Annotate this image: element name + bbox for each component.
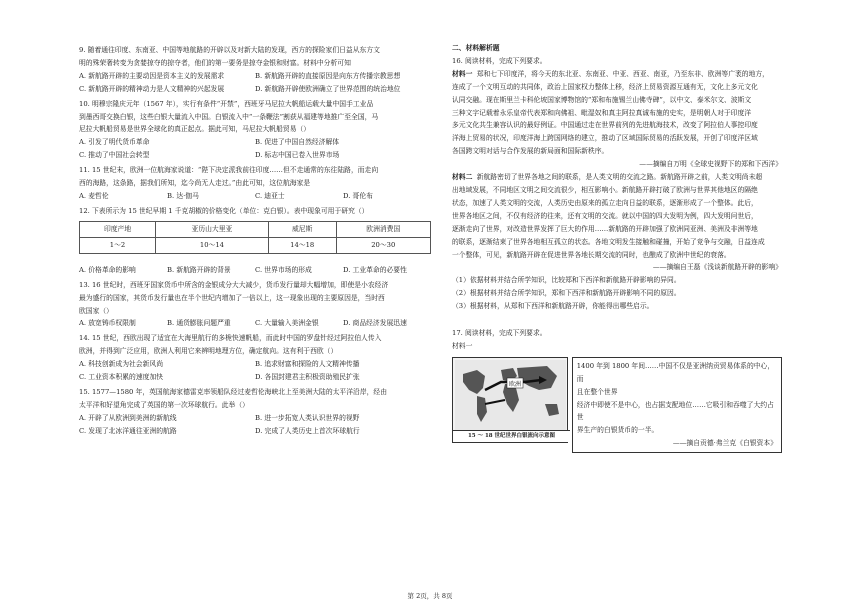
- q17-material-block: [452, 357, 782, 453]
- requirement-2: （2）根据材料并结合所学知识，郑和下西洋和新航路开辟影响不同的原因。: [452, 289, 681, 298]
- q11-option-c[interactable]: C. 迪亚士: [255, 191, 285, 200]
- quote-line: 经济中即使不是中心，也占据支配地位……它吸引和吞噬了大约占世: [576, 400, 774, 422]
- quote-line: 1400 年到 1800 年间……中国不仅是亚洲纳贡贸易体系的中心，而: [576, 361, 775, 383]
- q15-option-c[interactable]: C. 发现了北冰洋通往亚洲的航路: [79, 426, 177, 435]
- question-12: [79, 205, 431, 277]
- price-table: [79, 221, 431, 254]
- section-title: 二、材料解析题: [452, 44, 500, 52]
- q14-option-c[interactable]: C. 工业资本积累的速度加快: [79, 373, 164, 382]
- q13-stem-1: 13. 16 世纪时，西班牙国家货币中所含的金银成分大大减少，货币发行量却大幅增加，即使是小农经济: [79, 280, 389, 289]
- q15-stem-2: 太平洋和好望角完成了英国的第一次环球航行。此举（）: [79, 400, 249, 409]
- q10-option-d[interactable]: D. 标志中国已卷入世界市场: [255, 151, 340, 160]
- right-column: [452, 42, 782, 453]
- material-1-line: 洋海上贸易的状况，印度洋海上跨国网络的建立，推动了区域国际贸易的活跃发展，开创了印度洋区域: [452, 134, 758, 143]
- material-1-label: 材料一: [452, 69, 473, 78]
- q11-stem-2: 西的海路，这条路，据我们所知，迄今尚无人走过。”由此可知，这位航海家是: [79, 179, 311, 188]
- material-2-label: 材料二: [452, 173, 473, 182]
- q11-option-b[interactable]: B. 达·伽马: [167, 191, 199, 200]
- q17-material-1-label: 材料一: [452, 341, 473, 350]
- q9-option-c[interactable]: C. 新航路开辟的精神动力是人文精神的兴起发展: [79, 84, 225, 93]
- requirement-1: （1）依据材料并结合所学知识，比较郑和下西洋和新航路开辟影响的异同。: [452, 276, 681, 285]
- q12-stem: 12. 下表所示为 15 世纪早期 1 千克胡椒的价格变化（单位：克白银）。表中现象可用于研究（）: [79, 206, 369, 215]
- q9-option-b[interactable]: B. 新航路开辟的直接原因是向东方传播宗教思想: [255, 71, 401, 80]
- q10-stem-2: 到墨西哥交换白银，这些白银大量流入中国。白银流入中“一条鞭法”割获从福建等地推广至全国，马: [79, 112, 379, 121]
- page-footer: 第 2页，共 8页: [407, 592, 453, 600]
- question-10: [79, 98, 431, 163]
- quote-line: 界生产的白银货币的一半。: [576, 426, 659, 435]
- question-9: [79, 44, 431, 96]
- q9-option-d[interactable]: D. 新航路开辟使欧洲确立了世界范围的统治地位: [255, 84, 401, 93]
- q11-stem-1: 11. 15 世纪末，欧洲一位航海家说道：“陛下决定派我前往印度……但不走通常的东往陆路，而走向: [79, 166, 379, 175]
- table-header-cell: 印度产地: [80, 221, 156, 237]
- material-2-line: 一个整体，可见，新航路开辟在促进世界各地长期交流的同时，也酿成了欧洲中世纪的衰落。: [452, 250, 731, 259]
- material-1-line: 认同交融。现在斯里兰卡科伦坡国家博物馆的“郑和布施锡兰山佛寺碑”，以中文、泰米尔文、波斯文: [452, 95, 752, 104]
- question-11: [79, 164, 431, 203]
- map-europe-label: 欧洲: [509, 380, 522, 388]
- q9-stem-2: 明的殊荣奢转变为贪婪掠夺的掠夺者，他们的第一要务是掠夺金银和财富。材料中分析可知: [79, 58, 351, 67]
- q10-option-c[interactable]: C. 推动了中国社会转型: [79, 151, 150, 160]
- material-1-line: 多元文化共生兼容认识的最好例证。中国通过走在世界前列的先进航海技术，改变了阿拉伯人事控印度: [452, 121, 758, 130]
- q12-option-a[interactable]: A. 价格革命的影响: [79, 265, 136, 274]
- world-map-graphic: [455, 360, 566, 430]
- material-2-line: 状态，加速了人类文明的交流，人类历史由原来的孤立走向日益的联系，逐渐形成了一个整体。此后，: [452, 198, 758, 207]
- question-13: [79, 279, 431, 331]
- table-cell: 1～2: [80, 237, 156, 253]
- material-1-source: ——摘编自万明《全球史视野下的郑和下西洋》: [639, 160, 782, 169]
- table-header-row: [80, 221, 431, 237]
- material-1-line: 三种文字记载着永乐皇帝代表郑和向佛祖、毗湿奴和真主阿拉真诚布施的史实，是明朝人对于印度洋: [452, 108, 752, 117]
- requirement-3: （3）根据材料，从郑和下西洋和新航路开辟，你能得出哪些启示。: [452, 302, 654, 311]
- q13-stem-3: 欧国家（）: [79, 306, 113, 315]
- quote-line: 且在整个世界: [576, 387, 618, 396]
- material-2-line: 出地域发展，不同地区文明之间交流很少，相互影响小。新航路开辟打破了欧洲与世界其他地区的隔绝: [452, 185, 758, 194]
- material-1-line: 各国跨文明对话与合作发展的新局面和国际新秩序。: [452, 147, 609, 156]
- q14-stem-1: 14. 15 世纪，西欧出现了适宜在大海里航行的多桅快速帆船，而此时中国的罗盘针经过阿拉伯人传入: [79, 334, 382, 343]
- map-caption: 15 ～ 18 世纪世界白银流向示意图: [453, 430, 570, 442]
- table-header-cell: 威尼斯: [268, 221, 336, 237]
- table-header-cell: 欧洲消费国: [336, 221, 430, 237]
- table-header-cell: 亚历山大里亚: [156, 221, 269, 237]
- table-cell: 10～14: [156, 237, 269, 253]
- q14-stem-2: 欧洲，并得到广泛应用，欧洲人利用它来辨明地理方位，确定航向。这有利于西欧（）: [79, 347, 338, 356]
- q15-stem-1: 15. 1577—1580 年，英国航海家德雷克率领船队经过麦哲伦海峡北上至美洲大陆的太平洋沿岸，经由: [79, 387, 388, 396]
- q13-option-b[interactable]: B. 通货膨胀问题严重: [167, 319, 231, 328]
- q16-stem: 16. 阅读材料，完成下列要求。: [452, 56, 547, 65]
- quote-box: [572, 357, 782, 453]
- q13-option-d[interactable]: D. 商品经济发展迅速: [343, 319, 407, 328]
- q14-option-a[interactable]: A. 科技创新成为社会新风尚: [79, 360, 163, 369]
- q10-stem-1: 10. 明穆宗隆庆元年（1567 年），实行有条件“开禁”，西班牙马尼拉大帆船运载大量中国手工业品: [79, 99, 374, 108]
- material-2-line-0: 材料二 新航路密切了世界各地之间的联系，是人类文明的交流之路。新航路开辟之前，人类文明尚未超: [452, 173, 763, 182]
- table-cell: 14～18: [268, 237, 336, 253]
- q13-stem-2: 最为盛行的国家，其货币发行量也在半个世纪内增加了一倍以上，这一现象出现的主要原因是，当时西: [79, 293, 385, 302]
- table-row: [80, 237, 431, 253]
- q12-option-d[interactable]: D. 工业革命的必要性: [343, 265, 407, 274]
- q9-option-a[interactable]: A. 新航路开辟的主要动因是资本主义的发展需求: [79, 71, 225, 80]
- q15-option-a[interactable]: A. 开辟了从欧洲到美洲的新航线: [79, 413, 177, 422]
- material-1-line-0: 材料一 郑和七下印度洋，将今天的东北亚、东南亚、中亚、西亚、南亚，乃至东非、欧洲等广袤的地方，: [452, 69, 769, 78]
- q11-option-a[interactable]: A. 麦哲伦: [79, 191, 109, 200]
- q11-option-d[interactable]: D. 哥伦布: [343, 191, 373, 200]
- material-2-source: ——摘编自王磊《浅谈新航路开辟的影响》: [652, 263, 782, 272]
- question-14: [79, 332, 431, 384]
- q13-option-a[interactable]: A. 放宽铸币权限制: [79, 319, 136, 328]
- silver-flow-map: [452, 357, 568, 443]
- q10-option-a[interactable]: A. 引发了明代货币革命: [79, 138, 150, 147]
- q10-option-b[interactable]: B. 促进了中国自然经济解体: [255, 138, 340, 147]
- q17-stem: 17. 阅读材料，完成下列要求。: [452, 329, 547, 338]
- q14-option-d[interactable]: D. 各国封建君主积极资助殖民扩张: [255, 373, 360, 382]
- q10-stem-3: 尼拉大帆船贸易是世界全球化的真正起点。据此可知，马尼拉大帆船贸易（）: [79, 125, 311, 134]
- q15-option-d[interactable]: D. 完成了人类历史上首次环球航行: [255, 426, 360, 435]
- table-cell: 20～30: [336, 237, 430, 253]
- q13-option-c[interactable]: C. 大量输入美洲金银: [255, 319, 319, 328]
- q14-option-b[interactable]: B. 追求财富和探险的人文精神传播: [255, 360, 360, 369]
- left-column: [79, 42, 431, 438]
- q15-option-b[interactable]: B. 进一步拓宽人类认识世界的视野: [255, 413, 360, 422]
- q12-option-c[interactable]: C. 世界市场的形成: [255, 265, 312, 274]
- material-2-line: 世界各地区之间，不仅有经济的往来，还有文明的交流。就以中国的四大发明为例，四大发明问世后，: [452, 211, 758, 220]
- material-2-line: 逐渐走向了世界，对改造世界发挥了巨大的作用……新航路的开辟加强了欧洲同亚洲、美洲及非洲等地: [452, 224, 758, 233]
- material-2-line: 的联系，逐渐结束了世界各地相互孤立的状态。各地文明发生接触和碰撞，开始了竞争与交融，日益连成: [452, 237, 765, 246]
- quote-source: ——摘自贡德·弗兰克《白银资本》: [672, 439, 777, 448]
- q12-option-b[interactable]: B. 新航路开辟的背景: [167, 265, 231, 274]
- q9-stem-1: 9. 随着通往印度、东南亚、中国等地航路的开辟以及对新大陆的发现，西方的探险家们日益从东方文: [79, 46, 380, 54]
- material-1-line: 连成了一个文明互动的共同体，政治上国家权力整体上移，经济上贸易资源互通有无，文化上多元文化: [452, 82, 758, 91]
- question-15: [79, 386, 431, 438]
